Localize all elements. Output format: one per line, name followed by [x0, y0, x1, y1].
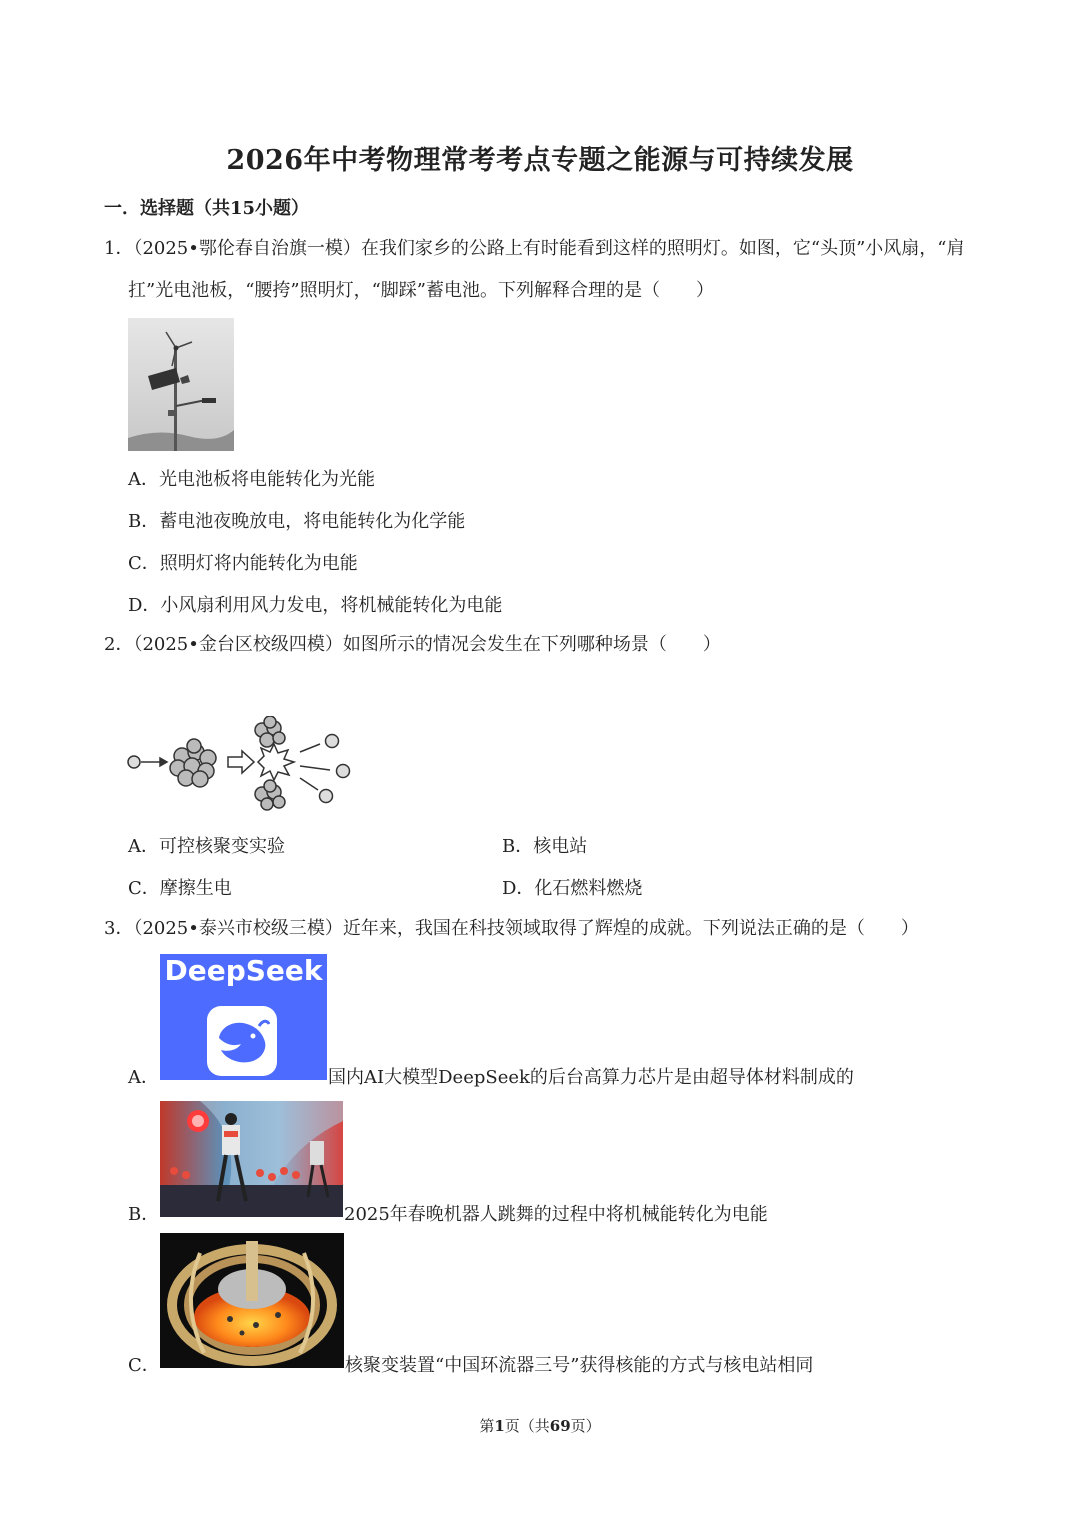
whale-icon: [207, 1006, 277, 1076]
question-1-line-1: 1．（2025•鄂伦春自治旗一模）在我们家乡的公路上有时能看到这样的照明灯。如图，它“头顶”小风扇，“肩: [104, 238, 965, 259]
question-3-line-1: 3．（2025•泰兴市校级三模）近年来，我国在科技领域取得了辉煌的成就。下列说法正确的是（ ）: [104, 918, 919, 939]
deepseek-logo-text: DeepSeek: [164, 954, 323, 987]
footer-post: 页）: [570, 1417, 601, 1435]
section-heading: 一．选择题（共15小题）: [104, 198, 310, 219]
q2-option-c: C．摩擦生电: [128, 878, 232, 899]
page-title: 2026年中考物理常考考点专题之能源与可持续发展: [226, 145, 854, 176]
tokamak-image: [160, 1233, 344, 1368]
page-footer: [0, 1415, 1080, 1436]
q1-option-b: B．蓄电池夜晚放电，将电能转化为化学能: [128, 511, 466, 532]
q3-option-c-text: 核聚变装置“中国环流器三号”获得核能的方式与核电站相同: [345, 1355, 814, 1376]
q2-option-b: B．核电站: [502, 836, 588, 857]
question-1-line-2: 扛”光电池板，“腰挎”照明灯，“脚踩”蓄电池。下列解释合理的是（ ）: [128, 280, 715, 301]
q1-option-d: D．小风扇利用风力发电，将机械能转化为电能: [128, 595, 503, 616]
robot-dance-photo: [160, 1101, 343, 1217]
footer-mid: 页（共: [504, 1417, 550, 1435]
deepseek-logo-image: [160, 954, 327, 1080]
q3-option-b-letter: B．: [128, 1204, 160, 1225]
q1-option-c: C．照明灯将内能转化为电能: [128, 553, 358, 574]
footer-total-pages: 69: [549, 1417, 571, 1435]
footer-pre: 第: [479, 1417, 495, 1435]
streetlight-photo: [128, 318, 234, 451]
q2-option-a: A．可控核聚变实验: [128, 836, 285, 857]
q3-option-a-text: 国内AI大模型DeepSeek的后台高算力芯片是由超导体材料制成的: [328, 1067, 854, 1088]
footer-page-number: 1: [494, 1417, 505, 1435]
nuclear-fission-diagram: [124, 716, 356, 812]
question-2-line-1: 2．（2025•金台区校级四模）如图所示的情况会发生在下列哪种场景（ ）: [104, 634, 721, 655]
q3-option-b-text: 2025年春晚机器人跳舞的过程中将机械能转化为电能: [344, 1204, 768, 1225]
q1-option-a: A．光电池板将电能转化为光能: [128, 469, 375, 490]
q3-option-c-letter: C．: [128, 1355, 160, 1376]
q2-option-d: D．化石燃料燃烧: [502, 878, 643, 899]
q3-option-a-letter: A．: [128, 1067, 159, 1088]
